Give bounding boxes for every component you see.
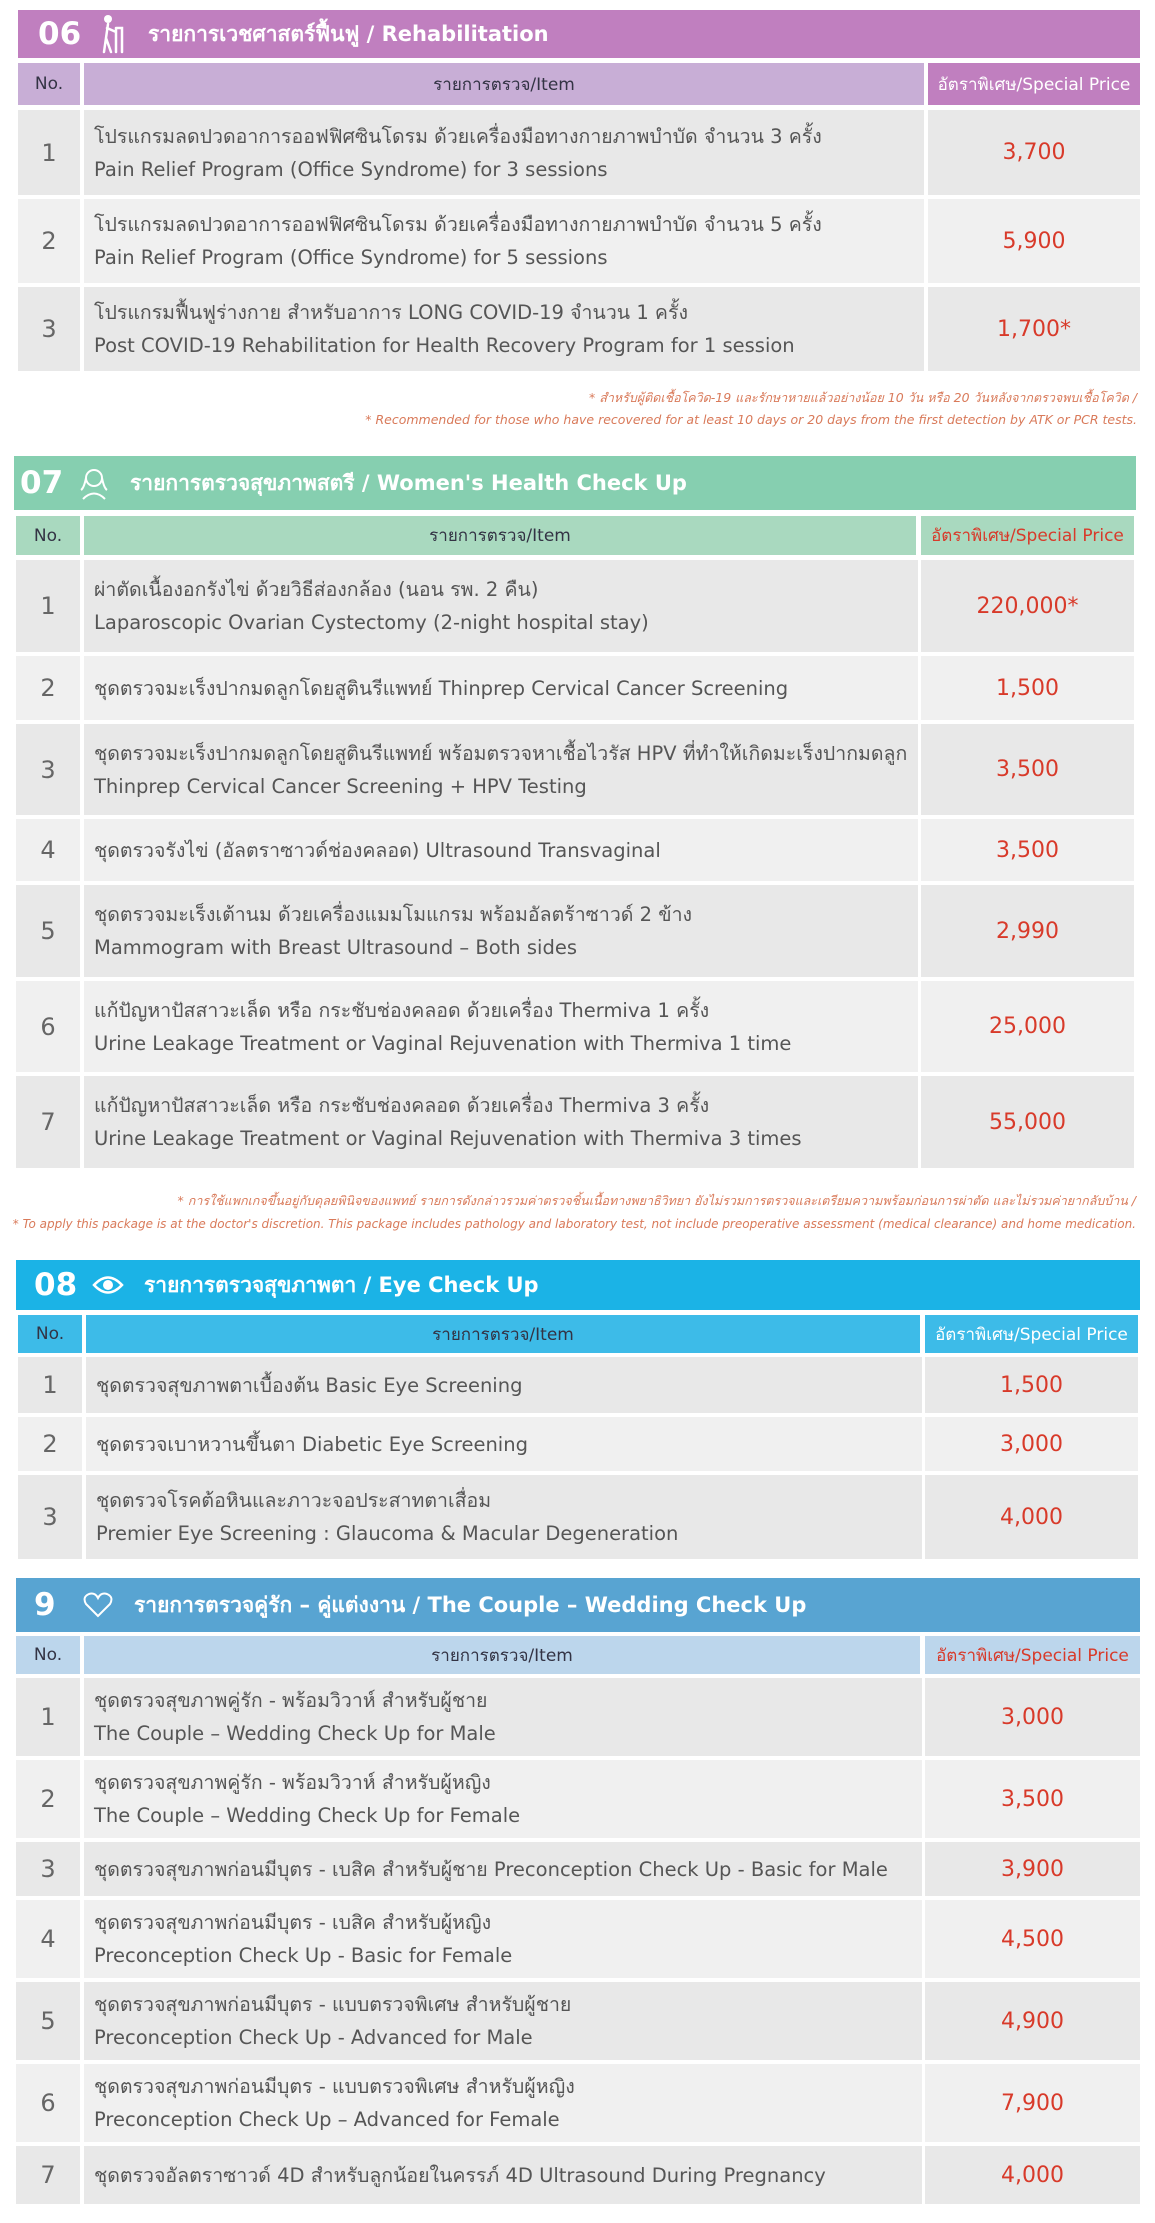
row-price: 7,900 — [925, 2064, 1140, 2142]
row-price: 4,000 — [925, 2146, 1140, 2204]
item-english: Thinprep Cervical Cancer Screening + HPV Testing — [94, 774, 587, 798]
row-item — [84, 885, 918, 977]
section-header — [14, 456, 1136, 510]
table-row — [16, 1760, 1140, 1838]
col-item-header: รายการตรวจ/Item — [84, 63, 924, 105]
item-english: Pain Relief Program (Office Syndrome) for 5 sessions — [94, 246, 608, 269]
row-price: 3,500 — [921, 819, 1134, 881]
item-english: The Couple – Wedding Check Up for Male — [94, 1722, 496, 1745]
item-english: Laparoscopic Ovarian Cystectomy (2-night hospital stay) — [94, 611, 649, 634]
table-row — [18, 110, 1140, 195]
section-header — [16, 1578, 1140, 1632]
table-row — [14, 724, 1136, 815]
table-row — [16, 1842, 1140, 1896]
row-item — [86, 1357, 922, 1413]
item-thai: ชุดตรวจสุขภาพก่อนมีบุตร - เบสิค สำหรับผู้ชาย Preconception Check Up - Basic for Male — [94, 1857, 888, 1881]
walker-person-icon — [92, 12, 132, 56]
row-price: 3,700 — [928, 110, 1140, 195]
item-thai: ชุดตรวจโรคต้อหินและภาวะจอประสาทตาเสื่อม — [96, 1489, 492, 1512]
section-header — [18, 10, 1140, 58]
section-couple-wedding — [16, 1578, 1140, 2208]
row-price: 1,500 — [921, 656, 1134, 720]
row-item — [84, 724, 918, 815]
item-thai: ชุดตรวจอัลตราซาวด์ 4D สำหรับลูกน้อยในครรภ์ 4D Ultrasound During Pregnancy — [94, 2163, 826, 2187]
section-number: 06 — [38, 16, 82, 52]
row-item — [84, 1982, 922, 2060]
row-item — [86, 1475, 922, 1559]
heart-icon — [78, 1583, 118, 1627]
table-row — [16, 1982, 1140, 2060]
table-row — [16, 1475, 1140, 1559]
row-price: 3,000 — [925, 1678, 1140, 1756]
item-thai: แก้ปัญหาปัสสาวะเล็ด หรือ กระชับช่องคลอด ด้วยเครื่อง Thermiva 3 ครั้ง — [94, 1094, 710, 1117]
column-header-row — [16, 1636, 1140, 1674]
column-header-row — [16, 1315, 1140, 1353]
col-no-header: No. — [18, 1315, 82, 1353]
item-thai: ผ่าตัดเนื้องอกรังไข่ ด้วยวิธีส่องกล้อง (นอน รพ. 2 คืน) — [94, 578, 539, 601]
eye-icon — [88, 1263, 128, 1307]
row-number: 5 — [16, 1982, 80, 2060]
row-item — [84, 287, 924, 371]
item-thai: ชุดตรวจมะเร็งปากมดลูกโดยสูตินรีแพทย์ Thinprep Cervical Cancer Screening — [94, 676, 789, 700]
item-english: Post COVID-19 Rehabilitation for Health Recovery Program for 1 session — [94, 334, 795, 357]
footnote-thai: * สำหรับผู้ติดเชื้อโควิด-19 และรักษาหายแล้วอย่างน้อย 10 วัน หรือ 20 วันหลังจากตรวจพบเชื้อโควิด / — [589, 390, 1137, 405]
row-number: 7 — [16, 2146, 80, 2204]
section-number: 08 — [34, 1267, 78, 1303]
row-number: 2 — [16, 1760, 80, 1838]
column-header-row — [14, 516, 1136, 555]
table-row — [14, 885, 1136, 977]
item-english: Urine Leakage Treatment or Vaginal Rejuvenation with Thermiva 1 time — [94, 1031, 792, 1055]
section-rehabilitation — [18, 10, 1140, 430]
row-item — [84, 1900, 922, 1978]
col-item-header: รายการตรวจ/Item — [84, 1636, 920, 1674]
table-row — [14, 981, 1136, 1072]
row-price: 1,700* — [928, 287, 1140, 371]
row-number: 6 — [16, 2064, 80, 2142]
col-no-header: No. — [16, 516, 80, 555]
row-number: 2 — [16, 656, 80, 720]
col-price-header: อัตราพิเศษ/Special Price — [925, 1315, 1138, 1353]
section-number: 9 — [34, 1587, 56, 1623]
woman-icon — [74, 461, 114, 505]
item-thai: ชุดตรวจมะเร็งเต้านม ด้วยเครื่องแมมโมแกรม พร้อมอัลตร้าซาวด์ 2 ข้าง — [94, 903, 693, 926]
row-item — [86, 1417, 922, 1471]
item-thai: โปรแกรมลดปวดอาการออฟฟิศซินโดรม ด้วยเครื่องมือทางกายภาพบำบัด จำนวน 3 ครั้ง — [94, 124, 822, 148]
row-number: 1 — [18, 1357, 82, 1413]
row-number: 3 — [18, 287, 80, 371]
col-item-header: รายการตรวจ/Item — [86, 1315, 920, 1353]
row-price: 25,000 — [921, 981, 1134, 1072]
row-number: 7 — [16, 1076, 80, 1168]
row-item — [84, 1678, 922, 1756]
row-price: 55,000 — [921, 1076, 1134, 1168]
row-price: 5,900 — [928, 199, 1140, 283]
table-row — [16, 1900, 1140, 1978]
row-number: 3 — [18, 1475, 82, 1559]
item-thai: ชุดตรวจสุขภาพตาเบื้องต้น Basic Eye Screening — [96, 1373, 523, 1397]
row-price: 4,900 — [925, 1982, 1140, 2060]
section-womens-health — [14, 456, 1136, 1171]
section-number: 07 — [20, 465, 64, 501]
row-price: 3,000 — [925, 1417, 1138, 1471]
col-price-header: อัตราพิเศษ/Special Price — [928, 63, 1140, 105]
footnote-english: * To apply this package is at the doctor's discretion. This package includes pathology and laboratory test, not include preoperative assessment (medical clearance) and home medication. — [12, 1217, 1136, 1231]
row-item — [84, 2064, 922, 2142]
item-thai: ชุดตรวจมะเร็งปากมดลูกโดยสูตินรีแพทย์ พร้อมตรวจหาเชื้อไวรัส HPV ที่ทำให้เกิดมะเร็งปากมดลูก — [94, 741, 908, 765]
row-item — [84, 1760, 922, 1838]
row-item — [84, 110, 924, 195]
item-english: Preconception Check Up - Basic for Female — [94, 1944, 513, 1967]
row-price: 3,500 — [925, 1760, 1140, 1838]
col-item-header: รายการตรวจ/Item — [84, 516, 916, 555]
col-no-header: No. — [18, 63, 80, 105]
table-row — [16, 2064, 1140, 2142]
column-header-row — [18, 63, 1140, 105]
table-row — [16, 1417, 1140, 1471]
item-thai: ชุดตรวจรังไข่ (อัลตราซาวด์ช่องคลอด) Ultrasound Transvaginal — [94, 838, 661, 862]
item-english: Mammogram with Breast Ultrasound – Both sides — [94, 936, 577, 959]
table-row — [18, 287, 1140, 371]
table-row — [16, 1357, 1140, 1413]
section-title: รายการตรวจสุขภาพตา / Eye Check Up — [144, 1272, 539, 1297]
row-item — [84, 656, 918, 720]
section-title: รายการตรวจคู่รัก – คู่แต่งงาน / The Couple – Wedding Check Up — [134, 1592, 807, 1617]
item-thai: ชุดตรวจสุขภาพก่อนมีบุตร - แบบตรวจพิเศษ สำหรับผู้ชาย — [94, 1993, 572, 2016]
section-header — [16, 1260, 1140, 1310]
section-eye-check-up — [16, 1260, 1140, 1560]
row-price: 3,900 — [925, 1842, 1140, 1896]
table-row — [18, 199, 1140, 283]
item-english: Preconception Check Up – Advanced for Female — [94, 2108, 560, 2131]
row-number: 1 — [16, 560, 80, 652]
footnote-english: * Recommended for those who have recovered for at least 10 days or 20 days from the first detection by ATK or PCR tests. — [365, 412, 1137, 427]
row-number: 1 — [18, 110, 80, 195]
item-english: Preconception Check Up - Advanced for Male — [94, 2026, 533, 2049]
item-thai: ชุดตรวจเบาหวานขึ้นตา Diabetic Eye Screening — [96, 1432, 528, 1456]
row-number: 3 — [16, 724, 80, 815]
row-price: 3,500 — [921, 724, 1134, 815]
item-thai: ชุดตรวจสุขภาพคู่รัก - พร้อมวิวาห์ สำหรับผู้ชาย — [94, 1689, 488, 1712]
section-title: รายการเวชศาสตร์ฟื้นฟู / Rehabilitation — [148, 21, 549, 46]
item-english: Urine Leakage Treatment or Vaginal Rejuvenation with Thermiva 3 times — [94, 1127, 802, 1150]
item-english: The Couple – Wedding Check Up for Female — [94, 1804, 521, 1827]
row-price: 4,000 — [925, 1475, 1138, 1559]
item-thai: ชุดตรวจสุขภาพก่อนมีบุตร - เบสิค สำหรับผู้หญิง — [94, 1911, 492, 1934]
row-item — [84, 819, 918, 881]
table-row — [14, 1076, 1136, 1168]
row-item — [84, 2146, 922, 2204]
col-price-header: อัตราพิเศษ/Special Price — [925, 1636, 1140, 1674]
row-price: 2,990 — [921, 885, 1134, 977]
row-price: 220,000* — [921, 560, 1134, 652]
row-number: 4 — [16, 1900, 80, 1978]
row-number: 3 — [16, 1842, 80, 1896]
row-item — [84, 981, 918, 1072]
table-row — [14, 819, 1136, 881]
item-thai: ชุดตรวจสุขภาพคู่รัก - พร้อมวิวาห์ สำหรับผู้หญิง — [94, 1771, 491, 1794]
table-row — [16, 2146, 1140, 2204]
row-number: 2 — [18, 1417, 82, 1471]
row-price: 4,500 — [925, 1900, 1140, 1978]
row-item — [84, 560, 918, 652]
table-row — [16, 1678, 1140, 1756]
item-thai: โปรแกรมฟื้นฟูร่างกาย สำหรับอาการ LONG COVID-19 จำนวน 1 ครั้ง — [94, 301, 688, 324]
row-number: 4 — [16, 819, 80, 881]
item-thai: แก้ปัญหาปัสสาวะเล็ด หรือ กระชับช่องคลอด ด้วยเครื่อง Thermiva 1 ครั้ง — [94, 998, 710, 1022]
section-title: รายการตรวจสุขภาพสตรี / Women's Health Check Up — [130, 470, 687, 495]
row-number: 2 — [18, 199, 80, 283]
row-item — [84, 1842, 922, 1896]
row-item — [84, 199, 924, 283]
row-price: 1,500 — [925, 1357, 1138, 1413]
col-price-header: อัตราพิเศษ/Special Price — [921, 516, 1134, 555]
item-thai: ชุดตรวจสุขภาพก่อนมีบุตร - แบบตรวจพิเศษ สำหรับผู้หญิง — [94, 2075, 575, 2098]
row-number: 5 — [16, 885, 80, 977]
item-thai: โปรแกรมลดปวดอาการออฟฟิศซินโดรม ด้วยเครื่องมือทางกายภาพบำบัด จำนวน 5 ครั้ง — [94, 213, 822, 236]
row-item — [84, 1076, 918, 1168]
item-english: Pain Relief Program (Office Syndrome) for 3 sessions — [94, 157, 608, 181]
table-row — [14, 560, 1136, 652]
row-number: 6 — [16, 981, 80, 1072]
item-english: Premier Eye Screening : Glaucoma & Macular Degeneration — [96, 1522, 679, 1545]
table-row — [14, 656, 1136, 720]
footnote-thai: * การใช้แพกเกจขึ้นอยู่กับดุลยพินิจของแพทย์ รายการดังกล่าวรวมค่าตรวจชิ้นเนื้อทางพยาธิวิทยา ยังไม่รวมการตรวจและเตรียมความพร้อมก่อนการผ่าตัด และไม่รวมค่ายากลับบ้าน / — [177, 1193, 1136, 1208]
col-no-header: No. — [16, 1636, 80, 1674]
row-number: 1 — [16, 1678, 80, 1756]
